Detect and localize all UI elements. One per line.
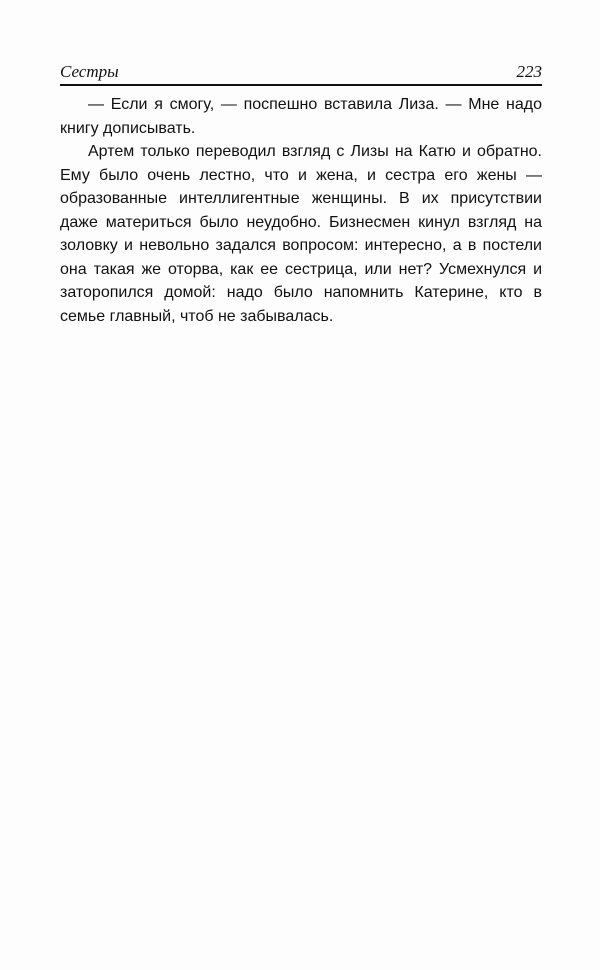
- page-number: 223: [516, 62, 542, 81]
- running-head: [60, 60, 542, 86]
- body-text: [60, 93, 542, 328]
- paragraph: Артем только переводил взгляд с Лизы на Катю и обратно. Ему было очень лестно, что и жена, и сестра его жены — образованные интеллигентные женщины. В их присутствии даже материться было неудобно. Бизнесмен кинул взгляд на золовку и невольно задался вопросом: интересно, а в постели она такая же оторва, как ее сестрица, или нет? Усмехнулся и заторопился домой: надо было напомнить Катерине, кто в семье главный, чтоб не забывалась.: [60, 143, 542, 325]
- paragraph: — Если я смогу, — поспешно вставила Лиза. — Мне надо книгу дописывать.: [60, 96, 542, 137]
- running-title: Сестры: [60, 62, 119, 81]
